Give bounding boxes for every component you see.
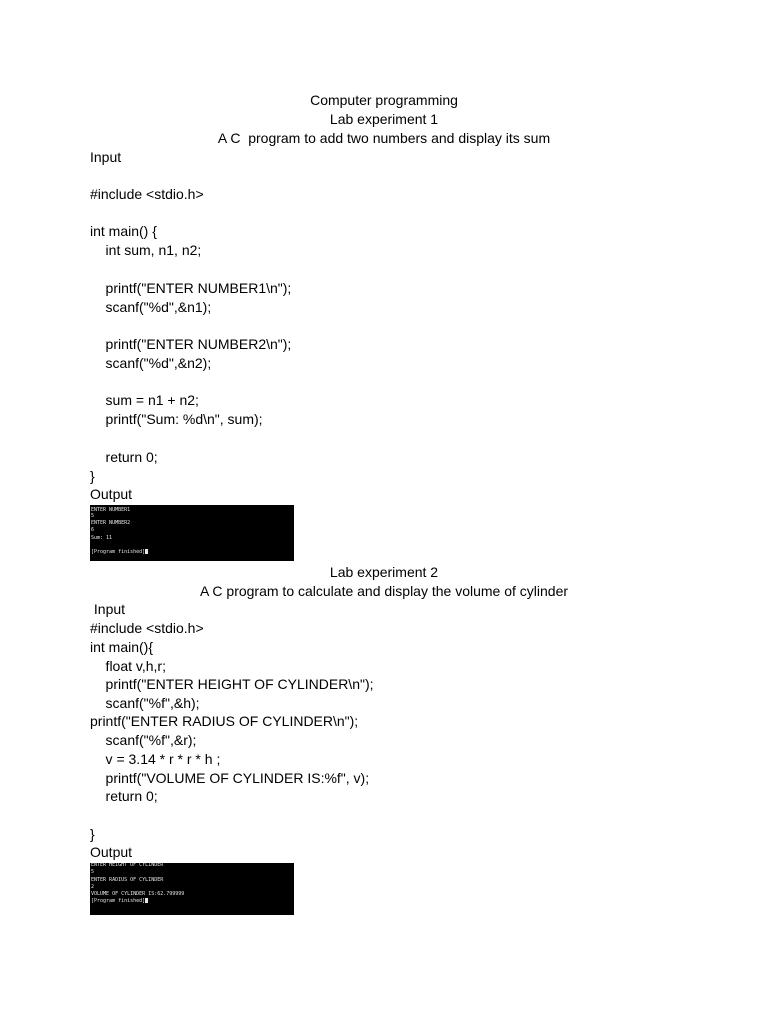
code-line: int sum, n1, n2; [90,242,202,258]
code-line: #include <stdio.h> [90,620,204,636]
terminal-line: 5 [91,869,95,875]
code-line: return 0; [90,449,158,465]
terminal-line: Sum: 11 [91,535,113,541]
code-line: int main(){ [90,639,154,655]
exp2-terminal-screenshot [90,863,294,915]
code-line: #include <stdio.h> [90,186,204,202]
terminal-line: [Program finished] [91,549,146,555]
code-line: int main() { [90,223,157,239]
terminal-line: VOLUME OF CYLINDER IS:62.799999 [91,891,185,897]
exp2-description: A C program to calculate and display the volume of cylinder [199,583,569,599]
code-line: printf("ENTER NUMBER1\n"); [90,280,292,296]
course-title: Computer programming [310,92,458,108]
exp1-description: A C program to add two numbers and display its sum [217,130,551,146]
terminal-line: 6 [91,527,95,533]
code-line: printf("VOLUME OF CYLINDER IS:%f", v); [90,770,370,786]
code-line: scanf("%d",&n1); [90,299,212,315]
code-line: scanf("%f",&r); [90,732,197,748]
terminal-line: 5 [91,513,95,519]
code-line: printf("Sum: %d\n", sum); [90,411,263,427]
code-line: scanf("%d",&n2); [90,355,212,371]
terminal-line: [Program finished] [91,898,146,904]
exp1-title: Lab experiment 1 [329,111,439,127]
cursor-icon [145,898,148,903]
terminal-line: 2 [91,884,95,890]
exp2-title: Lab experiment 2 [329,564,439,580]
code-line: float v,h,r; [90,658,166,674]
terminal-line: ENTER RADIUS OF CYLINDER [91,877,164,883]
exp1-output-label: Output [90,486,133,502]
code-line: printf("ENTER NUMBER2\n"); [90,336,292,352]
terminal-line: ENTER NUMBER2 [91,520,131,526]
terminal-line: ENTER HEIGHT OF CYLINDER [91,863,164,868]
code-line: printf("ENTER RADIUS OF CYLINDER\n"); [90,713,359,729]
code-line: } [90,468,95,484]
code-line: scanf("%f",&h); [90,695,200,711]
terminal-line: ENTER NUMBER1 [91,507,131,513]
cursor-icon [145,549,148,554]
exp2-output-label: Output [90,844,133,860]
exp2-input-label: Input [90,601,126,617]
code-line: v = 3.14 * r * r * h ; [90,751,221,767]
code-line: return 0; [90,788,158,804]
exp1-input-label: Input [90,149,122,165]
exp1-terminal-screenshot [90,505,294,561]
code-line: printf("ENTER HEIGHT OF CYLINDER\n"); [90,676,374,692]
code-line: sum = n1 + n2; [90,392,199,408]
code-line: } [90,826,95,842]
